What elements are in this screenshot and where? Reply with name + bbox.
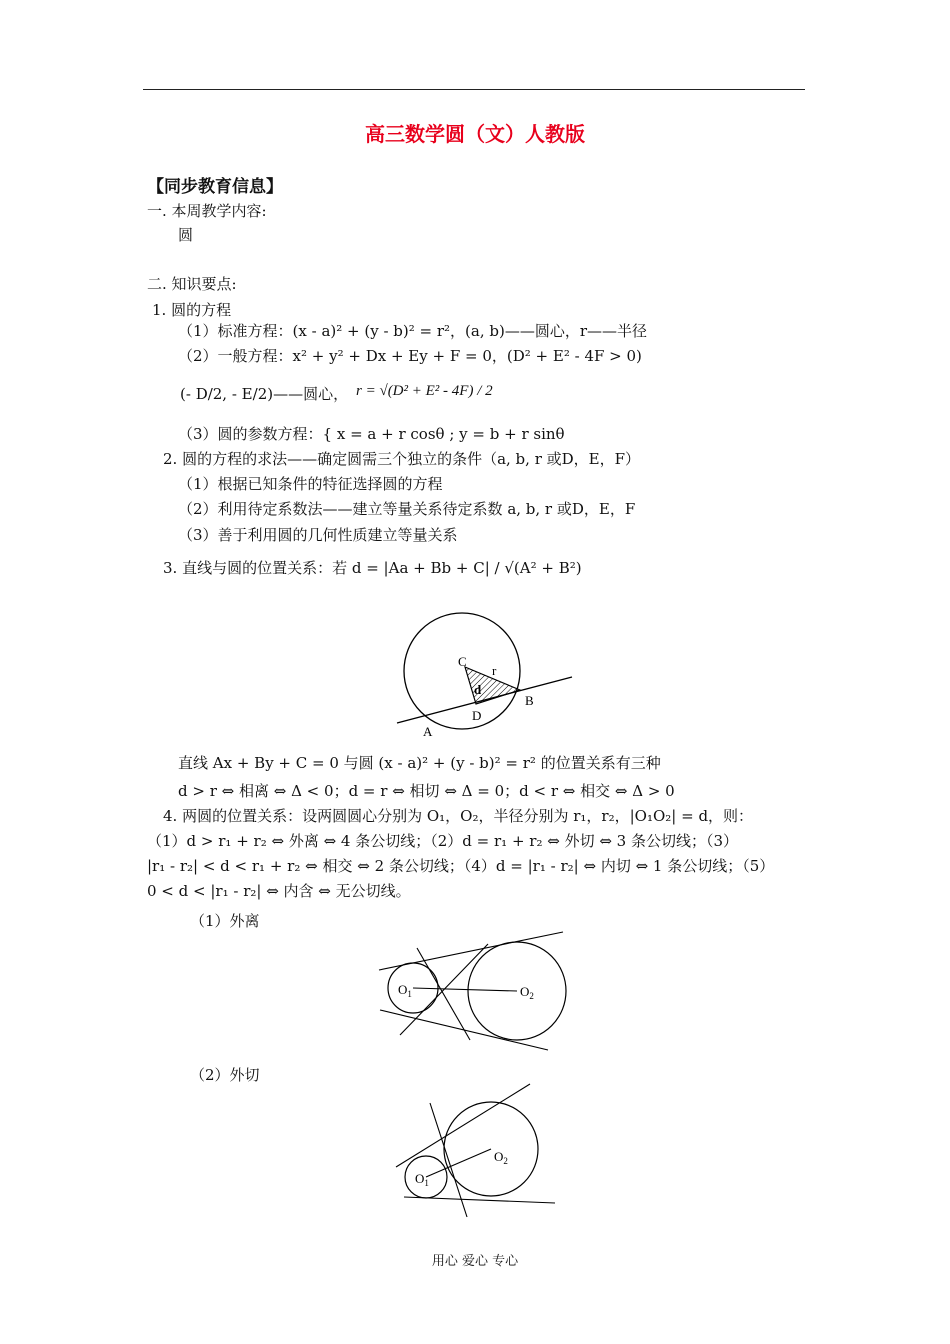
label-o2: $O_2$ xyxy=(494,1149,508,1166)
label-c: C xyxy=(458,654,467,669)
k1-general-equation: （2）一般方程：x² + y² + Dx + Ey + F = 0，(D² + E² - 4F > 0) xyxy=(178,347,642,365)
label-a: A xyxy=(423,724,433,739)
s1-heading: 一. 本周教学内容: xyxy=(147,202,267,220)
k4-heading: 4. 两圆的位置关系：设两圆圆心分别为 O₁，O₂，半径分别为 r₁，r₂，|O₁O₂| = d，则： xyxy=(163,807,754,825)
label-dpt: D xyxy=(472,708,482,723)
k4-cases-b: |r₁ - r₂| < d < r₁ + r₂ ⇔ 相交 ⇔ 2 条公切线；（4）d = |r₁ - r₂| ⇔ 内切 ⇔ 1 条公切线；（5） xyxy=(147,857,775,875)
k2-item-1: （1）根据已知条件的特征选择圆的方程 xyxy=(178,475,443,493)
label-r: r xyxy=(492,663,497,678)
k1-radius-formula: r = √(D² + E² - 4F) / 2 xyxy=(356,383,493,399)
k3-line-description: 直线 Ax + By + C = 0 与圆 (x - a)² + (y - b)² = r² 的位置关系有三种 xyxy=(178,754,661,772)
k4-cases-c: 0 < d < |r₁ - r₂| ⇔ 内含 ⇔ 无公切线。 xyxy=(147,882,411,900)
k2-item-2: （2）利用待定系数法——建立等量关系待定系数 a, b, r 或D，E，F xyxy=(178,500,636,518)
footer-motto: 用心 爱心 专心 xyxy=(431,1254,519,1269)
k3-heading: 3. 直线与圆的位置关系：若 d = |Aa + Bb + C| / √(A² + B²) xyxy=(163,559,582,577)
figure-tangent-caption: （2）外切 xyxy=(190,1066,260,1084)
k1-center-formula: (- D/2, - E/2)——圆心， xyxy=(180,385,349,403)
document-title: 高三数学圆（文）人教版 xyxy=(365,122,585,146)
line-circle-figure xyxy=(395,600,580,740)
k1-parametric-equation: （3）圆的参数方程：{ x = a + r cosθ ; y = b + r sinθ xyxy=(178,425,565,443)
figure-separate-caption: （1）外离 xyxy=(190,912,260,930)
separate-circles-figure xyxy=(375,928,575,1056)
section-header: 【同步教育信息】 xyxy=(147,177,283,197)
tangent-circles-figure xyxy=(390,1080,570,1220)
k2-heading: 2. 圆的方程的求法——确定圆需三个独立的条件（a, b, r 或D，E，F） xyxy=(163,450,641,468)
label-o1: $O_1$ xyxy=(415,1171,429,1188)
s2-heading: 二. 知识要点: xyxy=(147,275,237,293)
label-d: d xyxy=(474,682,482,697)
k1-heading: 1. 圆的方程 xyxy=(152,301,232,319)
k4-cases-a: （1）d > r₁ + r₂ ⇔ 外离 ⇔ 4 条公切线；（2）d = r₁ + r₂ ⇔ 外切 ⇔ 3 条公切线；（3） xyxy=(147,832,739,850)
label-o2: $O_2$ xyxy=(520,984,534,1001)
k1-standard-equation: （1）标准方程：(x - a)² + (y - b)² = r²，(a, b)——圆心，r——半径 xyxy=(178,322,648,340)
k2-item-3: （3）善于利用圆的几何性质建立等量关系 xyxy=(178,526,458,544)
s1-content: 圆 xyxy=(178,226,194,244)
header-rule xyxy=(143,89,805,90)
label-o1: $O_1$ xyxy=(398,982,412,999)
label-b: B xyxy=(525,693,534,708)
k3-cases: d > r ⇔ 相离 ⇔ Δ < 0；d = r ⇔ 相切 ⇔ Δ = 0；d < r ⇔ 相交 ⇔ Δ > 0 xyxy=(178,782,675,800)
